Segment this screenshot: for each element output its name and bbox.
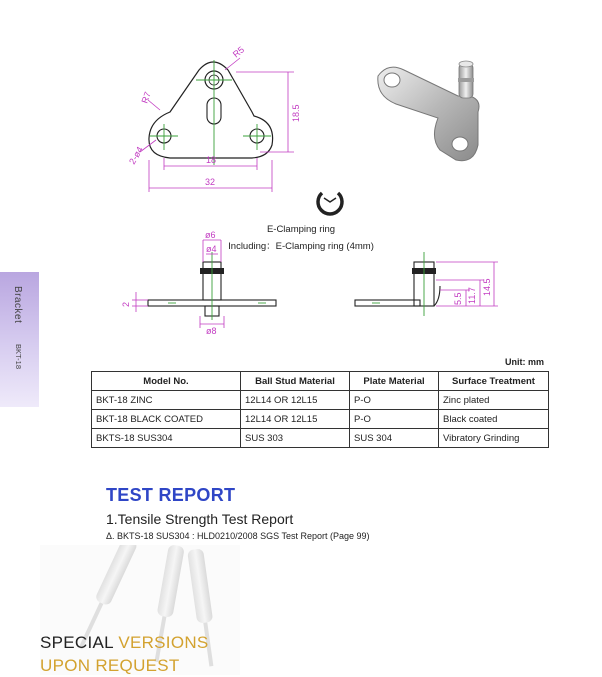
cell-model: BKT-18 ZINC xyxy=(92,391,241,410)
side-tab-label: Bracket xyxy=(12,286,23,324)
header-surface: Surface Treatment xyxy=(439,372,549,391)
side-tab-code: BKT-18 xyxy=(14,344,23,370)
special-word: SPECIAL xyxy=(40,633,119,652)
table-row xyxy=(92,391,549,410)
cell-model: BKT-18 BLACK COATED xyxy=(92,410,241,429)
spec-table xyxy=(91,371,549,448)
cell-surface: Black coated xyxy=(439,410,549,429)
dim-hole: 2-ø4 xyxy=(127,144,145,166)
dim-height: 18.5 xyxy=(291,104,301,122)
cell-model: BKTS-18 SUS304 xyxy=(92,429,241,448)
cell-surface: Vibratory Grinding xyxy=(439,429,549,448)
dim-side-radius: R7 xyxy=(139,90,153,105)
table-header-row xyxy=(92,372,549,391)
dim-plate-thickness: 2 xyxy=(121,301,131,307)
dim-stud-neck: ø4 xyxy=(206,244,217,254)
bracket-photo xyxy=(378,61,479,161)
header-model: Model No. xyxy=(92,372,241,391)
report-title: TEST REPORT xyxy=(106,485,236,505)
versions-word: VERSIONS xyxy=(118,633,209,652)
cell-plate: SUS 304 xyxy=(350,429,439,448)
dim-stud-base: ø8 xyxy=(206,326,217,336)
ring-name: E-Clamping ring xyxy=(266,224,336,235)
dim-top-radius: R5 xyxy=(230,44,247,60)
bracket-top-view xyxy=(127,44,301,192)
report-subtitle: 1.Tensile Strength Test Report xyxy=(106,511,294,527)
dim-width: 32 xyxy=(205,177,216,187)
dim-side-h3: 14.5 xyxy=(482,278,492,296)
e-clamping-ring xyxy=(318,193,342,214)
cell-plate: P-O xyxy=(350,391,439,410)
upon-request: UPON REQUEST xyxy=(40,656,180,675)
cell-stud: 12L14 OR 12L15 xyxy=(241,391,350,410)
header-plate-material: Plate Material xyxy=(350,372,439,391)
special-versions xyxy=(40,631,209,677)
table-row xyxy=(92,429,549,448)
dim-side-h1: 5.5 xyxy=(453,292,463,305)
cell-stud: SUS 303 xyxy=(241,429,350,448)
dim-hole-pitch: 18 xyxy=(206,155,217,165)
header-stud-material: Ball Stud Material xyxy=(241,372,350,391)
ring-including: Including：E-Clamping ring (4mm) xyxy=(228,241,374,252)
cell-stud: 12L14 OR 12L15 xyxy=(241,410,350,429)
bracket-side-view xyxy=(355,252,498,316)
dim-stud-top: ø6 xyxy=(205,230,216,240)
dim-side-h2: 11.7 xyxy=(467,287,477,304)
table-row xyxy=(92,410,549,429)
report-note: Δ. BKTS-18 SUS304 : HLD0210/2008 SGS Test Report (Page 99) xyxy=(106,531,370,541)
cell-surface: Zinc plated xyxy=(439,391,549,410)
unit-label: Unit: mm xyxy=(505,357,544,367)
cell-plate: P-O xyxy=(350,410,439,429)
